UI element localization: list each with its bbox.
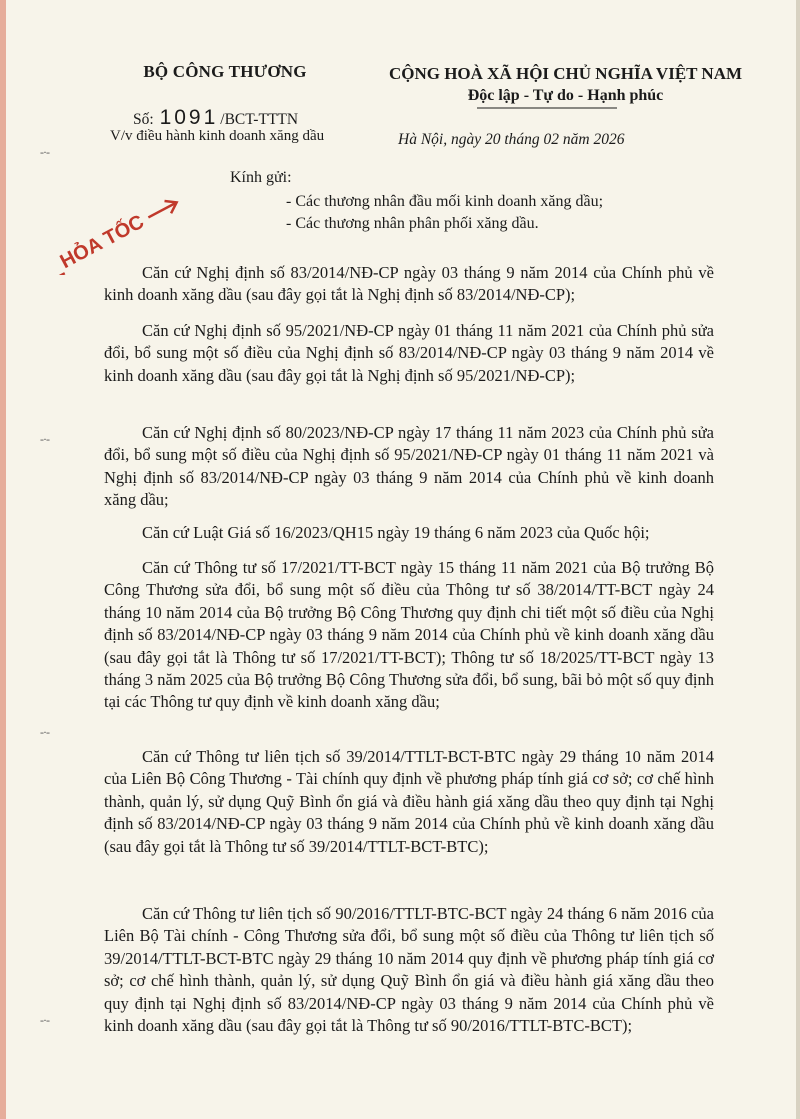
recipient-item: - Các thương nhân đầu mối kinh doanh xăng dầu; <box>286 193 604 210</box>
document-subject: V/v điều hành kinh doanh xăng dầu <box>110 128 325 144</box>
legal-basis-paragraph: Căn cứ Luật Giá số 16/2023/QH15 ngày 19 tháng 6 năm 2023 của Quốc hội; <box>142 523 650 542</box>
scan-edge-right <box>796 0 800 1119</box>
recipients-list <box>286 191 603 235</box>
arrow-tail-icon <box>42 273 65 275</box>
national-motto: Độc lập - Tự do - Hạnh phúc <box>467 87 664 104</box>
legal-basis-paragraph: Căn cứ Thông tư liên tịch số 39/2014/TTLT-BCT-BTC ngày 29 tháng 10 năm 2014 của Liên Bộ Công Thương - Tài chính quy định về phương pháp tính giá cơ sở; cơ chế hình thành, quản lý, sử dụng Quỹ Bình ổn giá và điều hành giá xăng dầu theo quy định tại Nghị định số 83/2014/NĐ-CP ngày 03 tháng 9 năm 2014 của Chính phủ về kinh doanh xăng dầu (sau đây gọi tắt là Thông tư số 39/2014/TTLT-BCT-BTC); <box>104 747 714 856</box>
arrow-shaft-icon <box>148 203 174 217</box>
scan-mark: -·- <box>40 725 49 739</box>
document-number <box>133 106 298 130</box>
recipient-item: - Các thương nhân phân phối xăng dầu. <box>286 215 539 232</box>
document-number-label: Số: <box>133 111 154 128</box>
urgent-stamp-text: HỎA TỐC <box>56 210 148 274</box>
scan-mark: -·- <box>40 145 49 159</box>
legal-basis-paragraph: Căn cứ Nghị định số 80/2023/NĐ-CP ngày 17 tháng 11 năm 2023 của Chính phủ sửa đổi, bổ sung một số điều của Nghị định số 95/2021/NĐ-CP ngày 01 tháng 11 năm 2021 và Nghị định số 83/2014/NĐ-CP ngày 03 tháng 9 năm 2014 của Chính phủ về kinh doanh xăng dầu; <box>104 423 714 510</box>
document-number-value: 1091 <box>159 106 219 129</box>
legal-basis-paragraph: Căn cứ Thông tư số 17/2021/TT-BCT ngày 15 tháng 11 năm 2021 của Bộ trưởng Bộ Công Thương sửa đổi, bổ sung một số điều của Thông tư số 38/2014/TT-BCT ngày 24 tháng 10 năm 2014 của Bộ trưởng Bộ Công Thương quy định chi tiết một số điều của Nghị định số 83/2014/NĐ-CP ngày 03 tháng 9 năm 2014 của Chính phủ về kinh doanh xăng dầu (sau đây gọi tắt là Thông tư số 17/2021/TT-BCT); Thông tư số 18/2025/TT-BCT ngày 13 tháng 3 năm 2025 của Bộ trưởng Bộ Công Thương sửa đổi, bổ sung, bãi bỏ một số quy định tại các Thông tư quy định về kinh doanh xăng dầu; <box>104 558 714 712</box>
urgent-stamp <box>22 180 202 275</box>
issuing-organization: BỘ CÔNG THƯƠNG <box>143 62 307 81</box>
document-number-suffix: /BCT-TTTN <box>220 111 299 128</box>
scan-edge-left <box>0 0 6 1119</box>
legal-basis-paragraph: Căn cứ Nghị định số 83/2014/NĐ-CP ngày 03 tháng 9 năm 2014 của Chính phủ về kinh doanh xăng dầu (sau đây gọi tắt là Nghị định số 83/2014/NĐ-CP); <box>104 263 714 305</box>
legal-basis-paragraph: Căn cứ Thông tư liên tịch số 90/2016/TTLT-BTC-BCT ngày 24 tháng 6 năm 2016 của Liên Bộ Tài chính - Công Thương sửa đổi, bổ sung một số điều của Thông tư liên tịch số 39/2014/TTLT-BCT-BTC ngày 29 tháng 10 năm 2014 quy định về phương pháp tính giá cơ sở; cơ chế hình thành, quản lý, sử dụng Quỹ Bình ổn giá và điều hành giá xăng dầu theo quy định tại Nghị định số 83/2014/NĐ-CP ngày 03 tháng 9 năm 2014 của Chính phủ về kinh doanh xăng dầu (sau đây gọi tắt là Thông tư số 90/2016/TTLT-BTC-BCT); <box>104 904 714 1036</box>
scan-mark: -·- <box>40 1013 49 1027</box>
recipients-label: Kính gửi: <box>230 169 292 186</box>
national-title: CỘNG HOÀ XÃ HỘI CHỦ NGHĨA VIỆT NAM <box>388 64 743 83</box>
legal-basis-paragraph: Căn cứ Nghị định số 95/2021/NĐ-CP ngày 01 tháng 11 năm 2021 của Chính phủ sửa đổi, bổ sung một số điều của Nghị định số 83/2014/NĐ-CP ngày 03 tháng 9 năm 2014 về kinh doanh xăng dầu (sau đây gọi tắt là Nghị định số 95/2021/NĐ-CP); <box>104 321 714 385</box>
place-and-date: Hà Nội, ngày 20 tháng 02 năm 2026 <box>398 131 625 148</box>
motto-underline <box>477 107 617 110</box>
scan-mark: -·- <box>40 432 49 446</box>
